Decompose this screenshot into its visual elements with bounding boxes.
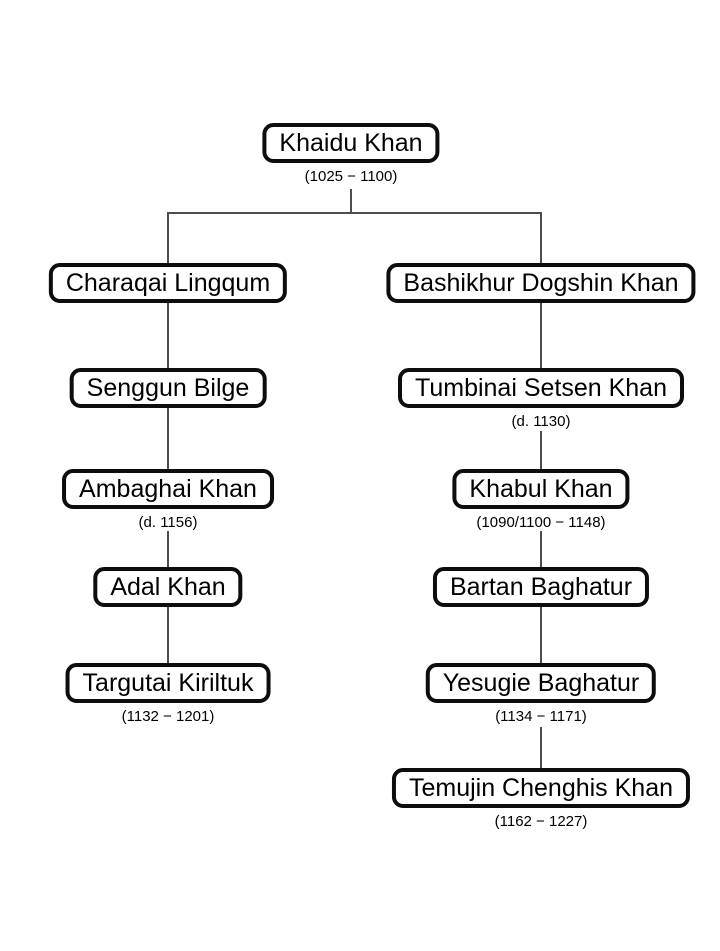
node-caption-khabul-khan: (1090/1100 − 1148) (476, 514, 606, 531)
connector-tumbinai-khabul (540, 431, 542, 469)
connector-khabul-bartan (540, 531, 542, 567)
connector-bartan-yesugie (540, 607, 542, 663)
node-caption-yesugie-baghatur: (1134 − 1171) (495, 708, 587, 725)
node-box-khabul-khan: Khabul Khan (452, 469, 629, 509)
connector-charaqai-senggun (167, 303, 169, 368)
tree-node-adal-khan (93, 567, 242, 612)
tree-node-ambaghai-khan (62, 469, 274, 532)
connector-senggun-ambaghai (167, 408, 169, 469)
node-box-bartan-baghatur: Bartan Baghatur (433, 567, 649, 607)
node-box-yesugie-baghatur: Yesugie Baghatur (426, 663, 656, 703)
node-box-charaqai-lingqum: Charaqai Lingqum (49, 263, 287, 303)
tree-node-khaidu-khan (262, 123, 439, 186)
tree-node-bashikhur-dogshin-khan (386, 263, 695, 308)
connector-left-drop (167, 212, 169, 263)
node-caption-temujin-chenghis-khan: (1162 − 1227) (494, 813, 588, 830)
node-caption-khaidu-khan: (1025 − 1100) (304, 168, 398, 185)
connector-adal-targutai (167, 607, 169, 663)
tree-node-charaqai-lingqum (49, 263, 287, 308)
node-caption-ambaghai-khan: (d. 1156) (138, 514, 198, 531)
tree-node-targutai-kiriltuk (66, 663, 271, 726)
connector-yesugie-temujin (540, 727, 542, 768)
node-box-temujin-chenghis-khan: Temujin Chenghis Khan (392, 768, 690, 808)
connector-bashikhur-tumbinai (540, 303, 542, 368)
tree-node-khabul-khan (452, 469, 629, 532)
tree-node-yesugie-baghatur (426, 663, 656, 726)
connector-branch-horizontal (167, 212, 542, 214)
node-caption-targutai-kiriltuk: (1132 − 1201) (121, 708, 215, 725)
node-box-tumbinai-setsen-khan: Tumbinai Setsen Khan (398, 368, 684, 408)
node-box-ambaghai-khan: Ambaghai Khan (62, 469, 274, 509)
node-box-khaidu-khan: Khaidu Khan (262, 123, 439, 163)
tree-node-senggun-bilge (70, 368, 267, 413)
tree-node-bartan-baghatur (433, 567, 649, 612)
node-box-adal-khan: Adal Khan (93, 567, 242, 607)
connector-ambaghai-adal (167, 531, 169, 567)
tree-node-temujin-chenghis-khan (392, 768, 690, 831)
node-caption-tumbinai-setsen-khan: (d. 1130) (511, 413, 571, 430)
node-box-bashikhur-dogshin-khan: Bashikhur Dogshin Khan (386, 263, 695, 303)
node-box-targutai-kiriltuk: Targutai Kiriltuk (66, 663, 271, 703)
tree-node-tumbinai-setsen-khan (398, 368, 684, 431)
connector-root-stub (350, 189, 352, 213)
connector-right-drop (540, 212, 542, 263)
node-box-senggun-bilge: Senggun Bilge (70, 368, 267, 408)
